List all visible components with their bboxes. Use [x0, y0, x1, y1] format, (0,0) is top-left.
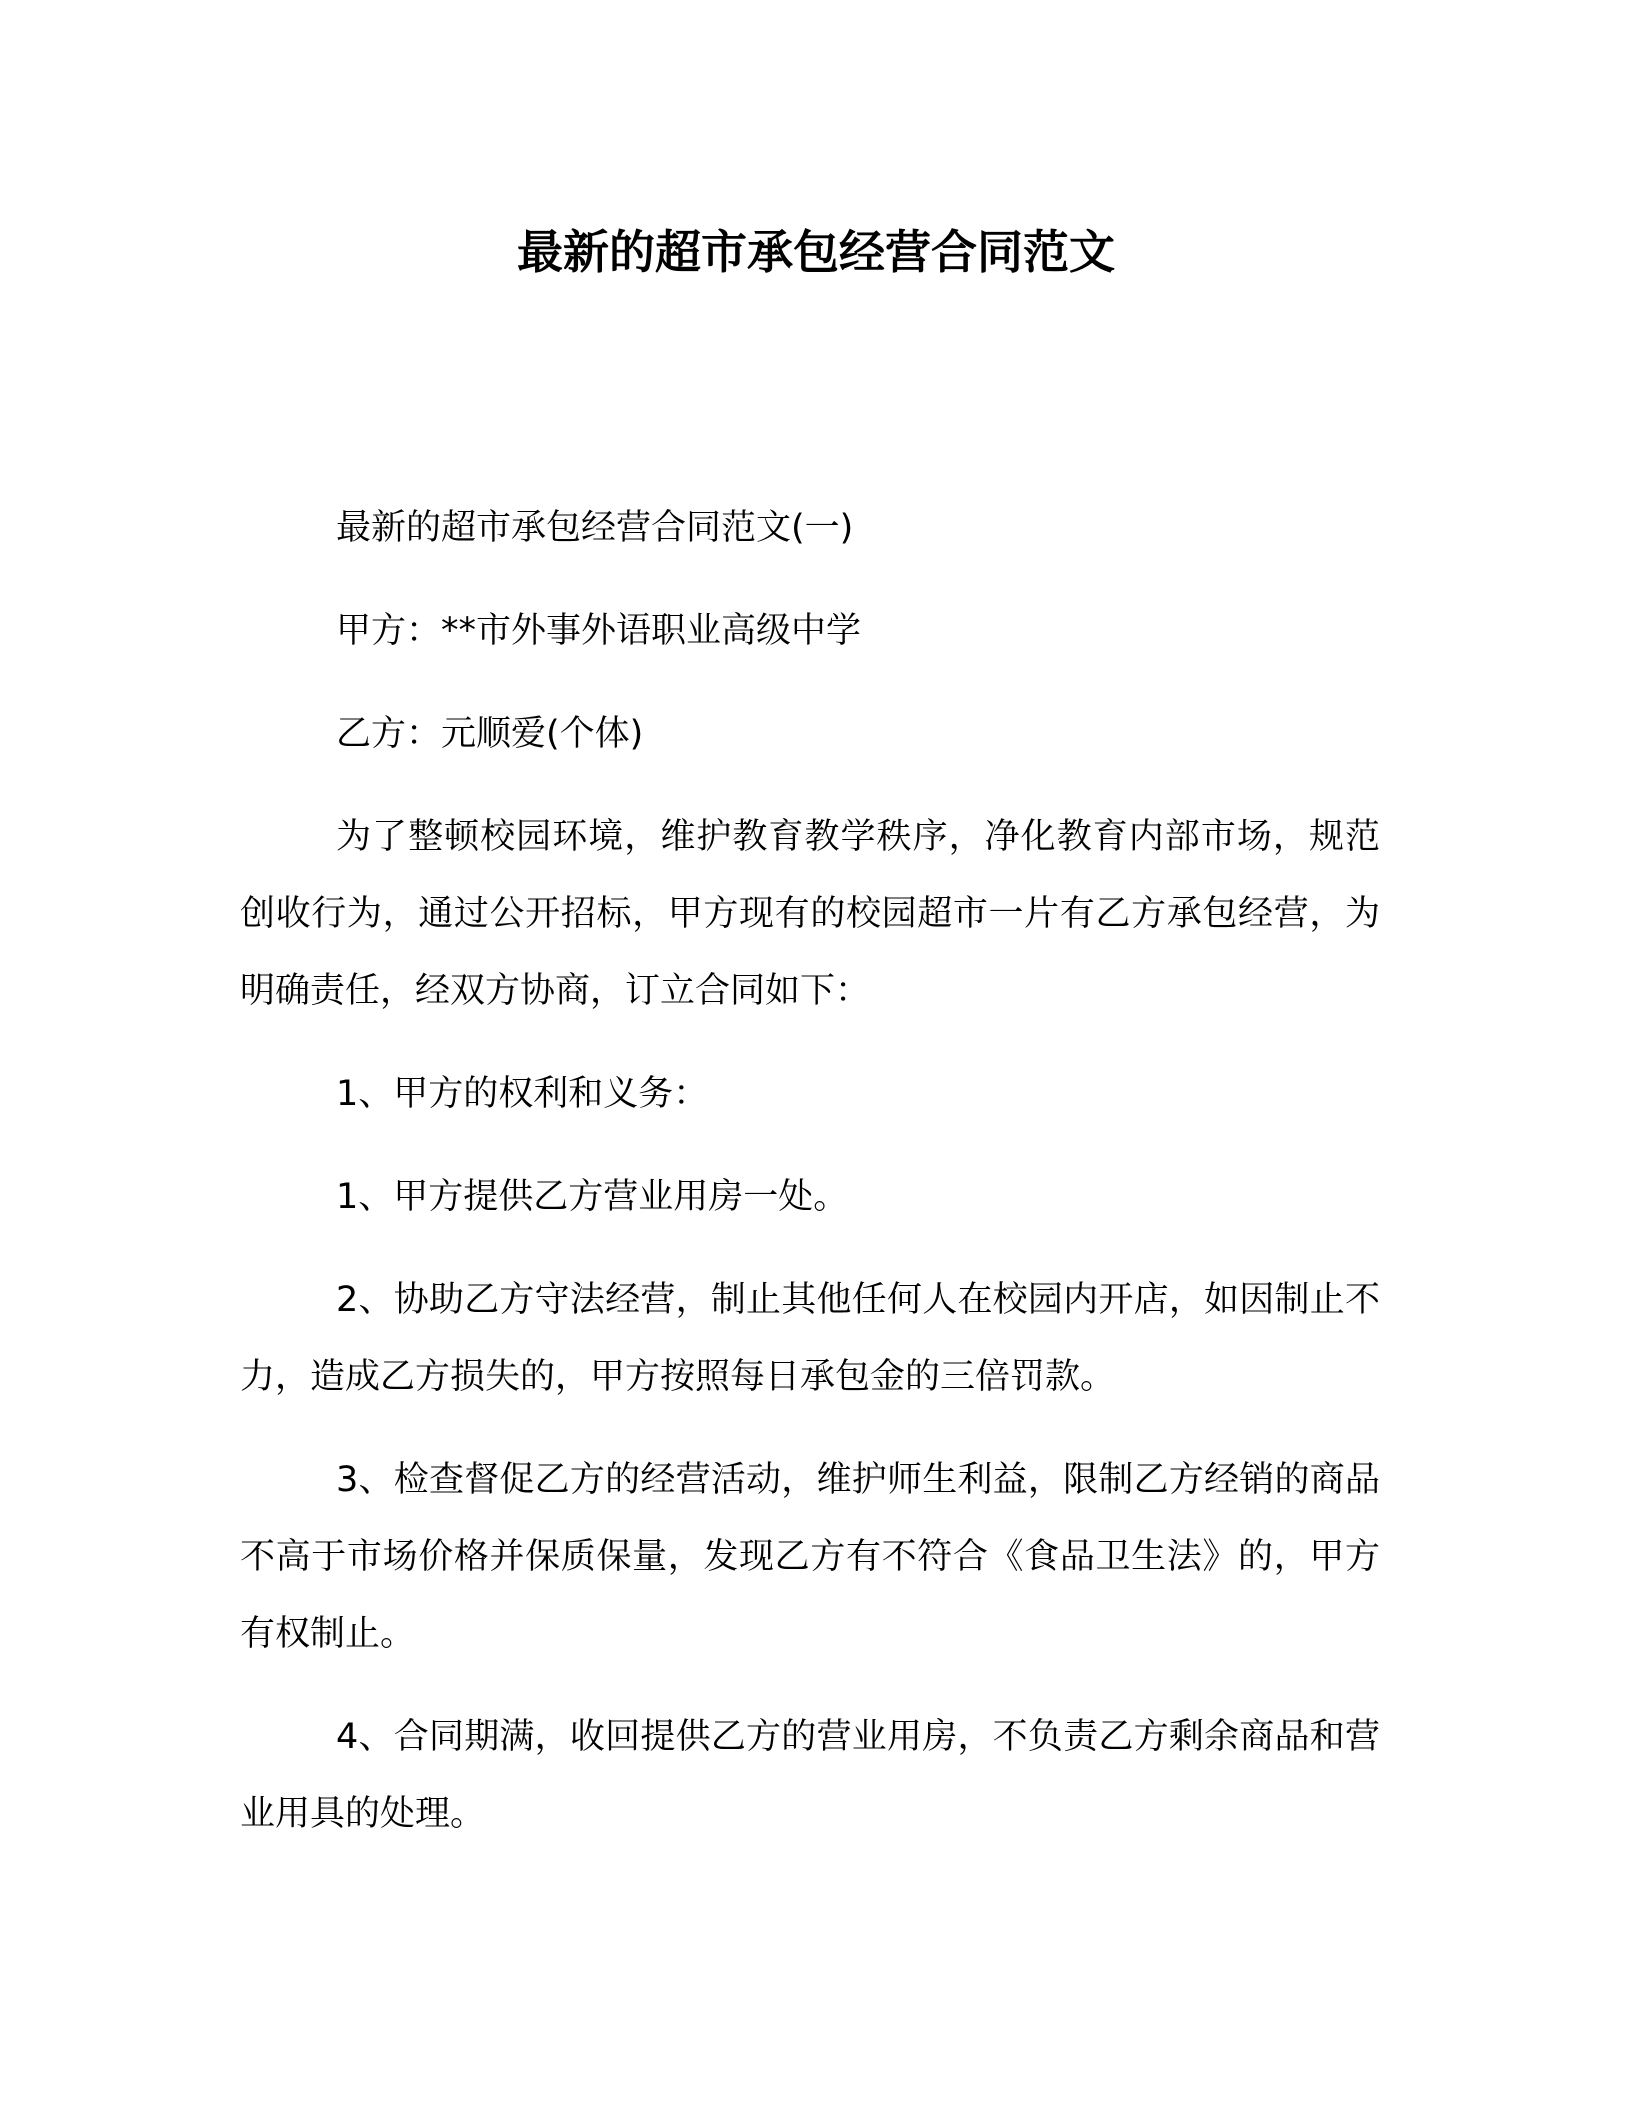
section-heading-paragraph: 1、甲方的权利和义务： [336, 1074, 709, 1114]
party-b-paragraph: 乙方：元顺爱(个体) [336, 714, 644, 754]
clause-3-paragraph: 3、检查督促乙方的经营活动，维护师生利益，限制乙方经销的商品不高于市场价格并保质保量，发现乙方有不符合《食品卫生法》的，甲方有权制止。 [240, 1460, 1380, 1654]
clause-1-paragraph: 1、甲方提供乙方营业用房一处。 [336, 1177, 849, 1217]
document-title: 最新的超市承包经营合同范文 [517, 225, 1115, 279]
clause-4-paragraph: 4、合同期满，收回提供乙方的营业用房，不负责乙方剩余商品和营业用具的处理。 [240, 1717, 1380, 1834]
subtitle-paragraph: 最新的超市承包经营合同范文(一) [336, 508, 854, 548]
document-body [240, 490, 1380, 1853]
clause-2-paragraph: 2、协助乙方守法经营，制止其他任何人在校园内开店，如因制止不力，造成乙方损失的，甲方按照每日承包金的三倍罚款。 [240, 1280, 1380, 1397]
party-a-paragraph: 甲方：**市外事外语职业高级中学 [336, 611, 862, 651]
preamble-paragraph: 为了整顿校园环境，维护教育教学秩序，净化教育内部市场，规范创收行为，通过公开招标，甲方现有的校园超市一片有乙方承包经营，为明确责任，经双方协商，订立合同如下： [240, 817, 1380, 1011]
